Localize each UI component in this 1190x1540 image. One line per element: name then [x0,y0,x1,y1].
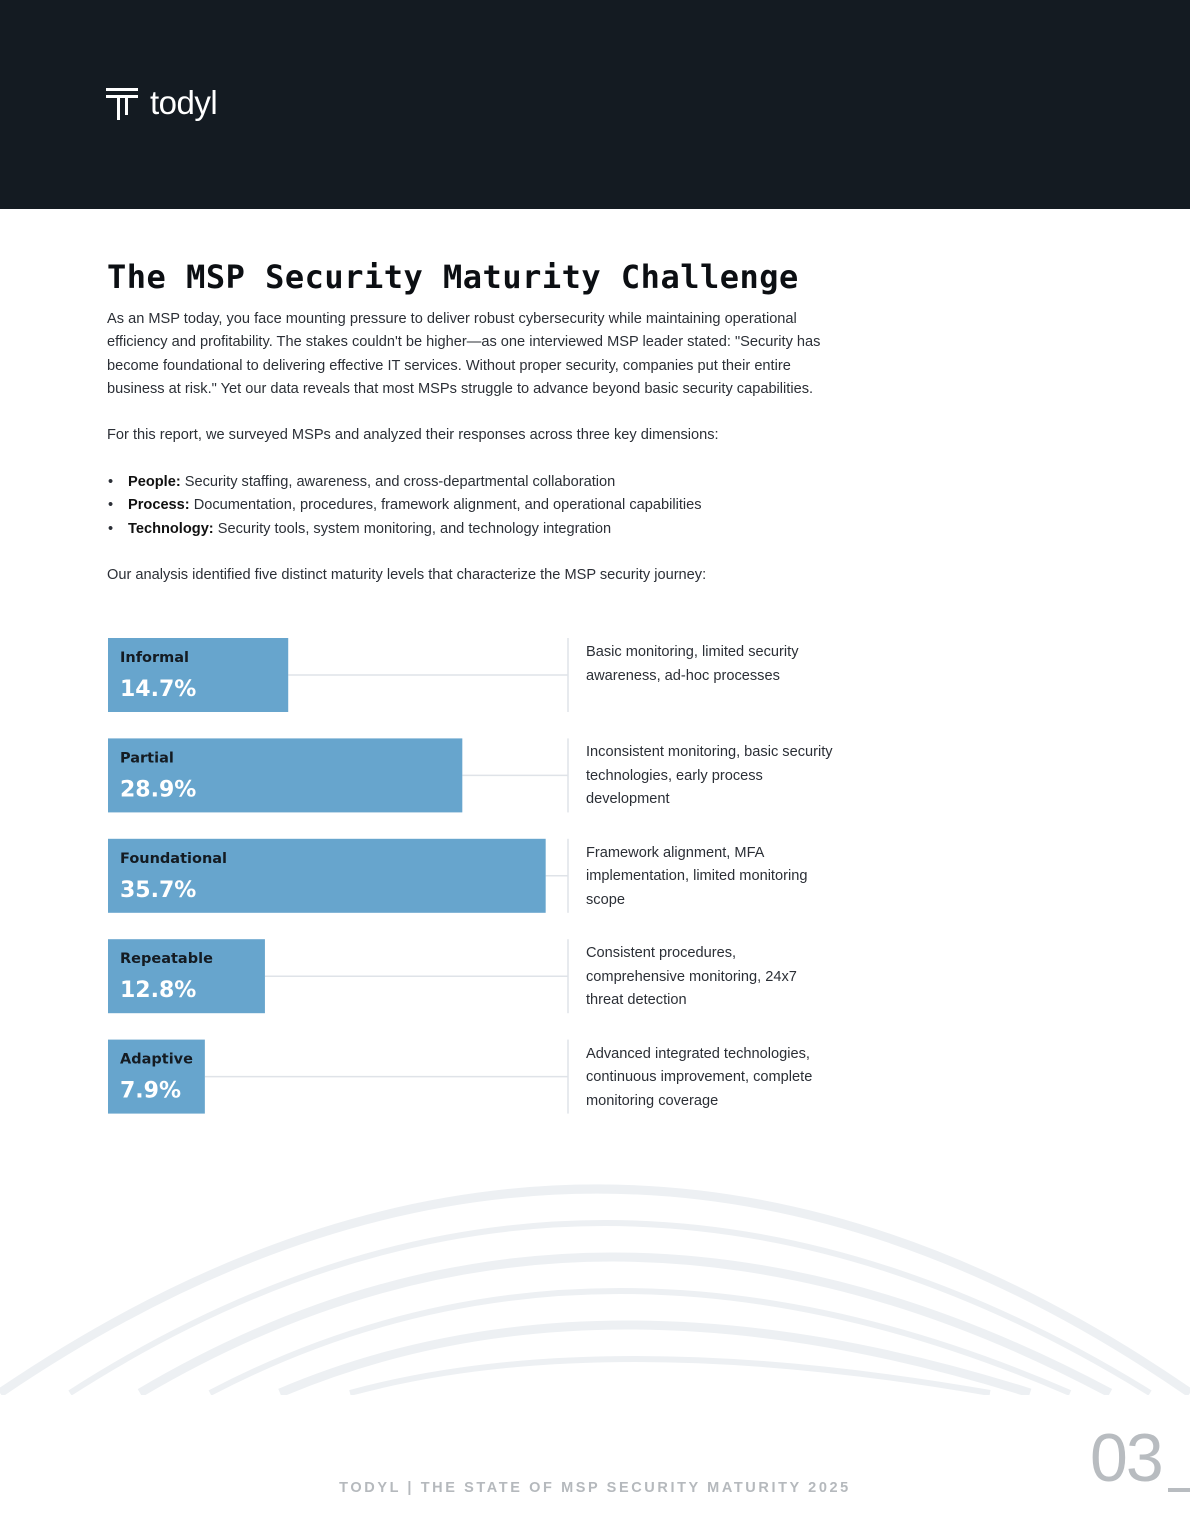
bar-label: Repeatable [120,951,213,968]
dimensions-list [107,471,837,541]
survey-paragraph: For this report, we surveyed MSPs and analyzed their responses across three key dimensions: [107,427,719,444]
term: Technology: [128,520,214,537]
list-item [107,518,837,541]
todyl-logo [106,84,217,122]
level-description: Consistent procedures, comprehensive monitoring, 24x7 threat detection [586,945,797,1009]
bar-label: Informal [120,650,190,666]
bar-label: Partial [120,750,174,767]
list-item [107,471,837,494]
bar-value-label: 28.9% [120,777,197,803]
level-description: Advanced integrated technologies, continuous improvement, complete monitoring coverage [586,1045,813,1109]
level-description: Framework alignment, MFA implementation, limited monitoring scope [586,844,808,908]
term: People: [128,474,181,491]
intro-paragraph: As an MSP today, you face mounting pressure to deliver robust cybersecurity while maintaining operational efficiency and profitability. The stakes couldn't be higher—as one interviewed MSP leader stated: "Security has become foundational to delivering effective IT services. Without proper security, companies put their entire business at risk." Yet our data reveals that most MSPs struggle to advance beyond basic security capabilities. [107,311,821,397]
body-text [107,308,837,611]
term-text: Security tools, system monitoring, and technology integration [213,520,612,537]
arc [70,1223,1150,1393]
term: Process: [128,497,190,514]
list-item [107,494,837,517]
bar-label: Foundational [120,850,228,867]
brand-name: todyl [150,84,218,121]
footer-text: TODYL | THE STATE OF MSP SECURITY MATURITY 2025 [339,1480,851,1496]
term-text: Documentation, procedures, framework alignment, and operational capabilities [189,497,702,514]
bar-value-label: 35.7% [120,877,197,903]
arc [350,1359,990,1393]
bar-label: Adaptive [120,1051,193,1068]
page-header [0,0,1190,209]
bar-value-label: 14.7% [120,677,197,702]
page-title: The MSP Security Maturity Challenge [107,258,799,296]
decorative-arcs [0,1183,1190,1395]
bar-value-label: 7.9% [120,1078,182,1104]
page-number: 03 [1090,1420,1162,1496]
todyl-logo-icon [106,86,140,120]
bar-value-label: 12.8% [120,978,197,1004]
level-description: Inconsistent monitoring, basic security technologies, early process development [586,744,833,808]
term-text: Security staffing, awareness, and cross-departmental collaboration [180,474,616,491]
levels-intro: Our analysis identified five distinct maturity levels that characterize the MSP security journey: [107,567,707,584]
page-number-underscore [1168,1488,1190,1492]
level-description: Basic monitoring, limited security awareness, ad-hoc processes [586,644,799,684]
